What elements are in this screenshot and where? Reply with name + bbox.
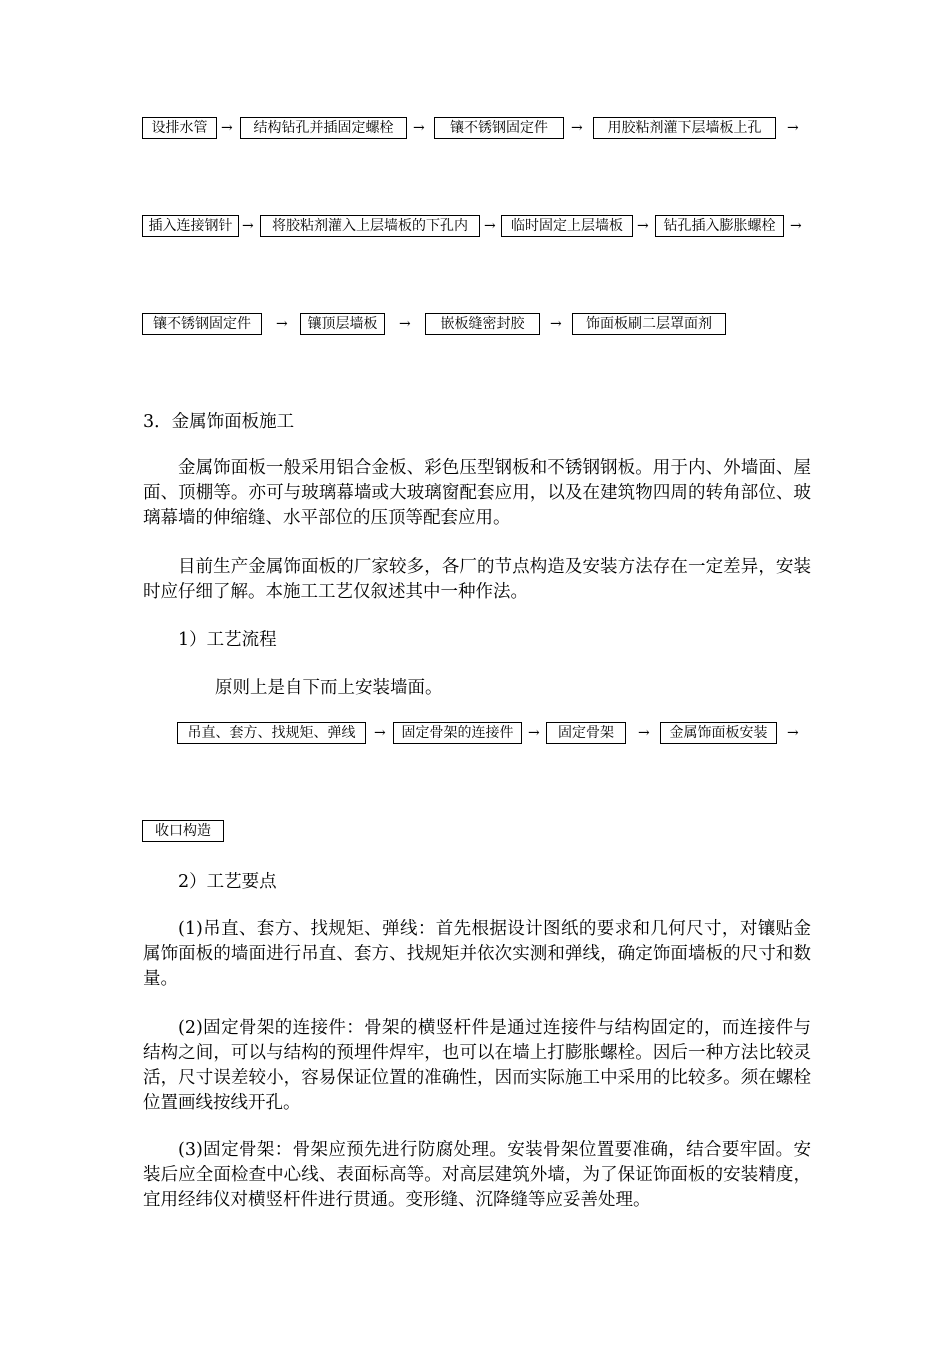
flow-arrow: → xyxy=(374,725,386,741)
flow-arrow: → xyxy=(242,218,254,234)
flow-arrow: → xyxy=(550,316,562,332)
paragraph: 目前生产金属饰面板的厂家较多，各厂的节点构造及安装方法存在一定差异，安装时应仔细了解。本施工工艺仅叙述其中一种作法。 xyxy=(143,557,811,602)
flow-step: 饰面板刷二层罩面剂 xyxy=(572,313,726,335)
flow-step: 临时固定上层墙板 xyxy=(501,215,633,237)
flow-step: 收口构造 xyxy=(142,820,224,842)
flow-step: 钻孔插入膨胀螺栓 xyxy=(655,215,784,237)
flow-arrow: → xyxy=(484,218,496,234)
flow-arrow: → xyxy=(571,120,583,136)
flow-step: 镶顶层墙板 xyxy=(300,313,385,335)
flow-arrow: → xyxy=(221,120,233,136)
flow-arrow: → xyxy=(638,725,650,741)
flow-step: 插入连接钢针 xyxy=(142,215,239,237)
flow-step: 固定骨架 xyxy=(546,722,626,744)
flow-step: 用胶粘剂灌下层墙板上孔 xyxy=(593,117,776,139)
flow-step: 将胶粘剂灌入上层墙板的下孔内 xyxy=(260,215,480,237)
flow-arrow: → xyxy=(413,120,425,136)
section-title: 3．金属饰面板施工 xyxy=(143,412,295,432)
subsection-title: 1）工艺流程 xyxy=(178,630,277,650)
subsection-title: 2）工艺要点 xyxy=(178,872,277,892)
flow-arrow: → xyxy=(399,316,411,332)
paragraph: 原则上是自下而上安装墙面。 xyxy=(215,678,443,698)
flow-step: 固定骨架的连接件 xyxy=(393,722,522,744)
flow-step: 结构钻孔并插固定螺栓 xyxy=(240,117,407,139)
flow-arrow: → xyxy=(637,218,649,234)
paragraph: 金属饰面板一般采用铝合金板、彩色压型钢板和不锈钢钢板。用于内、外墙面、屋面、顶棚等。亦可与玻璃幕墙或大玻璃窗配套应用，以及在建筑物四周的转角部位、玻璃幕墙的伸缩缝、水平部位的压顶等配套应用。 xyxy=(143,458,811,528)
flow-arrow: → xyxy=(528,725,540,741)
flow-step: 金属饰面板安装 xyxy=(660,722,777,744)
paragraph: (2)固定骨架的连接件：骨架的横竖杆件是通过连接件与结构固定的，而连接件与结构之间，可以与结构的预埋件焊牢，也可以在墙上打膨胀螺栓。因后一种方法比较灵活，尺寸误差较小，容易保证位置的准确性，因而实际施工中采用的比较多。须在螺栓位置画线按线开孔。 xyxy=(143,1018,811,1113)
flow-step: 镶不锈钢固定件 xyxy=(142,313,262,335)
flow-step: 嵌板缝密封胶 xyxy=(425,313,540,335)
paragraph: (3)固定骨架：骨架应预先进行防腐处理。安装骨架位置要准确，结合要牢固。安装后应全面检查中心线、表面标高等。对高层建筑外墙，为了保证饰面板的安装精度，宜用经纬仪对横竖杆件进行贯通。变形缝、沉降缝等应妥善处理。 xyxy=(143,1140,811,1210)
flow-step: 镶不锈钢固定件 xyxy=(434,117,564,139)
flow-arrow: → xyxy=(787,120,799,136)
paragraph: (1)吊直、套方、找规矩、弹线：首先根据设计图纸的要求和几何尺寸，对镶贴金属饰面板的墙面进行吊直、套方、找规矩并依次实测和弹线，确定饰面墙板的尺寸和数量。 xyxy=(143,919,811,989)
flow-step: 吊直、套方、找规矩、弹线 xyxy=(177,722,366,744)
flow-arrow: → xyxy=(276,316,288,332)
flow-arrow: → xyxy=(787,725,799,741)
flow-arrow: → xyxy=(790,218,802,234)
flow-step: 设排水管 xyxy=(142,117,217,139)
